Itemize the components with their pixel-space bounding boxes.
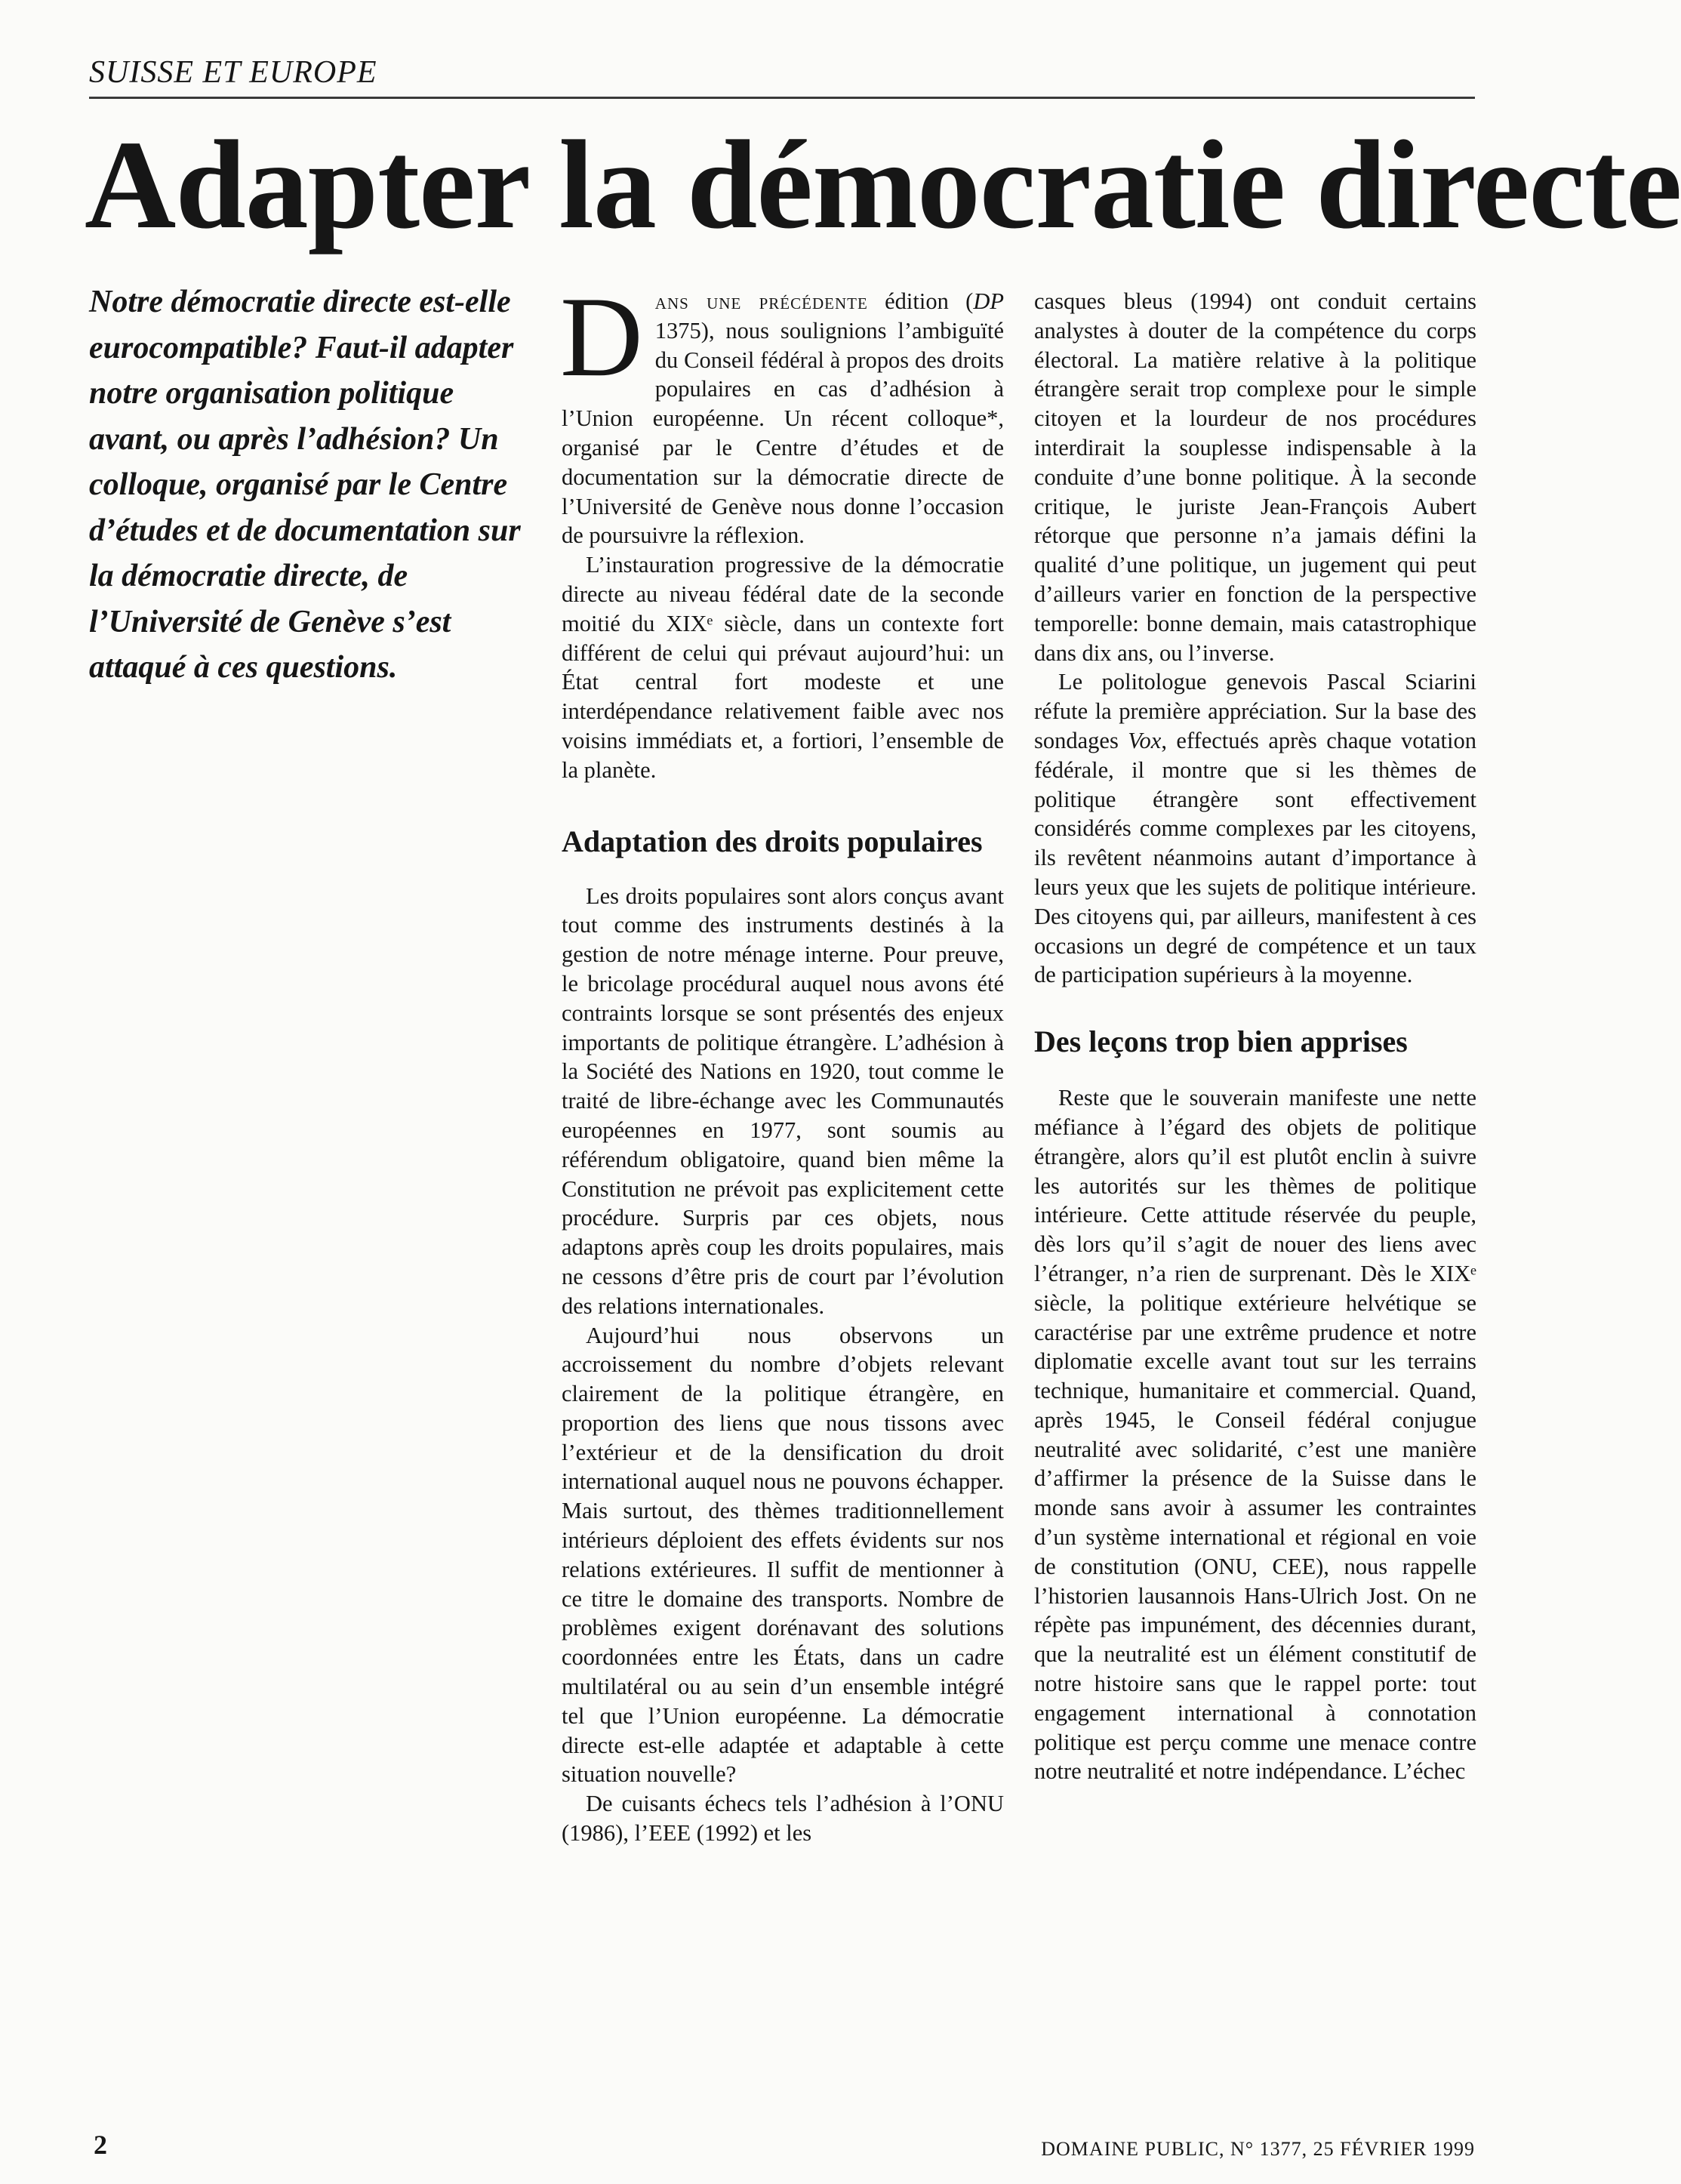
paragraph-5: De cuisants échecs tels l’adhésion à l’ONU (1986), l’EEE (1992) et les: [562, 1791, 1004, 1847]
intro-small-caps: ans une précédente: [654, 288, 868, 314]
p7-text-a: Le politologue genevois Pascal Sciarini réfute la première appréciation. Sur la base des sondages: [1034, 669, 1476, 753]
article-lede: [89, 279, 527, 691]
article-headline: Adapter la démocratie directe: [85, 115, 1681, 255]
subheading-adaptation: Adaptation des droits populaires: [562, 824, 983, 858]
intro-text-edition: édition (: [867, 288, 974, 314]
paragraph-intro: [560, 273, 1004, 550]
paragraph-3: Les droits populaires sont alors conçus avant tout comme des instruments destinés à la gestion de notre ménage interne. Pour preuve, le bricolage procédural auquel nous avons été contraints lorsque se sont présentés des enjeux importants de politique étrangère. L’adhésion à la Société des Nations en 1920, tout comme le traité de libre-échange avec les Communautés européennes en 1977, sont soumis au référendum obligatoire, quand bien même la Constitution ne prévoit pas explicitement cette procédure. Surpris par ces objets, nous adaptons après coup les droits populaires, mais ne cessons d’être pris de court par l’évolution des relations internationales.: [562, 883, 1004, 1319]
publication-footer: DOMAINE PUBLIC, N° 1377, 25 FÉVRIER 1999: [1041, 2138, 1475, 2160]
drop-cap: D: [560, 273, 643, 400]
paragraph-6: casques bleus (1994) ont conduit certains analystes à douter de la compétence du corps électoral. La matière relative à la politique étrangère serait trop complexe pour le simple citoyen et la lourdeur de nos procédures interdirait la souplesse indispensable à la conduite d’une bonne politique. À la seconde critique, le juriste Jean-François Aubert rétorque que personne n’a jamais défini la qualité d’une politique, un jugement qui peut d’ailleurs varier en fonction de la perspective temporelle: bonne demain, mais catastrophique dans dix ans, ou l’inverse.: [1034, 288, 1476, 666]
text-column-1: [560, 273, 1004, 1848]
section-rubric: SUISSE ET EUROPE: [89, 55, 377, 90]
header-rule: [89, 97, 1475, 99]
intro-text-rest: 1375), nous soulignions l’ambiguïté du Conseil fédéral à propos des droits populaires en cas d’adhésion à l’Union européenne. Un récent colloque*, organisé par le Centre d’études et de documentation sur la démocratie directe de l’Université de Genève nous donne l’occasion de poursuivre la réflexion.: [562, 317, 1004, 549]
paragraph-4: Aujourd’hui nous observons un accroissement du nombre d’objets relevant clairement de la politique étrangère, en proportion des liens que nous tissons avec l’extérieur et de la densification du droit international auquel nous ne pouvons échapper. Mais surtout, des thèmes traditionnellement intérieurs déploient des effets évidents sur nos relations extérieures. Il suffit de mentionner à ce titre le domaine des transports. Nombre de problèmes exigent dorénavant des solutions coordonnées entre les États, dans un cadre multilatéral ou au sein d’un ensemble intégré tel que l’Union européenne. La démocratie directe est-elle adaptée et adaptable à cette situation nouvelle?: [562, 1322, 1004, 1788]
intro-dp-ref: DP: [973, 288, 1004, 314]
text-column-2: [1034, 287, 1476, 1786]
p7-text-b: , effectués après chaque votation fédérale, il montre que si les thèmes de politique étrangère sont effectivement considérés comme complexes par les citoyens, ils revêtent néanmoins autant d’importance à leurs yeux que les sujets de politique intérieure. Des citoyens qui, par ailleurs, manifestent à ces occasions un degré de compétence et un taux de participation supérieurs à la moyenne.: [1034, 727, 1476, 988]
lede-text: Notre démocratie directe est-elle eurocompatible? Faut-il adapter notre organisation politique avant, ou après l’adhésion? Un colloque, organisé par le Centre d’études et de documentation sur la démocratie directe, de l’Université de Genève s’est attaqué à ces questions.: [89, 285, 521, 685]
paragraph-8: Reste que le souverain manifeste une nette méfiance à l’égard des objets de politique étrangère, alors qu’il est plutôt enclin à suivre les autorités sur les thèmes de politique intérieure. Cette attitude réservée du peuple, dès lors qu’il s’agit de nouer des liens avec l’étranger, n’a rien de surprenant. Dès le XIXᵉ siècle, la politique extérieure helvétique se caractérise par une extrême prudence et notre diplomatie excelle avant tout sur les terrains technique, humanitaire et commercial. Quand, après 1945, le Conseil fédéral conjugue neutralité avec solidarité, c’est une manière d’affirmer la présence de la Suisse dans le monde sans avoir à assumer les contraintes d’un système international et régional en voie de constitution (ONU, CEE), nous rappelle l’historien lausannois Hans-Ulrich Jost. On ne répète pas impunément, des décennies durant, que la neutralité est un élément constitutif de notre histoire sans que le rappel porte: tout engagement international à connotation politique est perçu comme une menace contre notre neutralité et notre indépendance. L’échec: [1034, 1085, 1476, 1785]
vox-survey-name: Vox: [1128, 727, 1162, 753]
paragraph-7: [1034, 667, 1476, 990]
page-number: 2: [94, 2130, 107, 2160]
paragraph-2: L’instauration progressive de la démocratie directe au niveau fédéral date de la seconde moitié du XIXᵉ siècle, dans un contexte fort différent de celui qui prévaut aujourd’hui: un État central fort modeste et une interdépendance relativement faible avec nos voisins immédiats et, a fortiori, l’ensemble de la planète.: [562, 552, 1004, 783]
subheading-lecons: Des leçons trop bien apprises: [1034, 1024, 1408, 1059]
